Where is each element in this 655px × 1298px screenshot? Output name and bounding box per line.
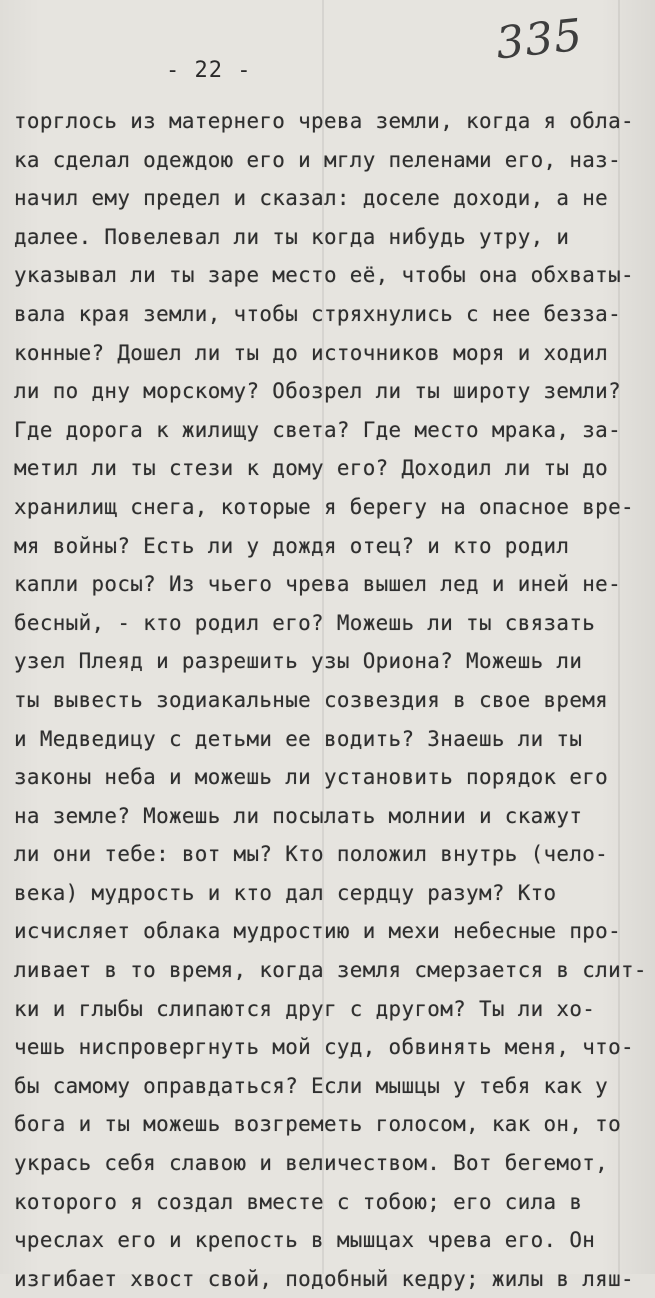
- text-line: узел Плеяд и разрешить узы Ориона? Можешь ли: [14, 649, 583, 674]
- text-line: далее. Повелевал ли ты когда нибудь утру, и: [14, 224, 570, 249]
- text-line: капли росы? Из чьего чрева вышел лед и иней не-: [14, 572, 622, 597]
- text-line: хранилищ снега, которые я берегу на опасное вре-: [14, 494, 634, 519]
- text-line: начил ему предел и сказал: доселе доходи, а не: [14, 186, 609, 211]
- text-line: ливает в то время, когда земля смерзается в слит-: [14, 958, 647, 983]
- page-number: - 22 -: [166, 58, 252, 83]
- text-line: чреслах его и крепость в мышцах чрева его. Он: [14, 1228, 596, 1253]
- text-line: бы самому оправдаться? Если мышцы у тебя как у: [14, 1073, 609, 1098]
- text-line: бога и ты можешь возгреметь голосом, как он, то: [14, 1112, 622, 1137]
- text-line: ки и глыбы слипаются друг с другом? Ты ли хо-: [14, 996, 596, 1021]
- text-line: вала края земли, чтобы стряхнулись с нее безза-: [14, 301, 622, 326]
- text-line: конные? Дошел ли ты до источников моря и ходил: [14, 340, 609, 365]
- text-line: ты вывесть зодиакальные созвездия в свое время: [14, 687, 609, 712]
- text-line: века) мудрость и кто дал сердцу разум? Кто: [14, 880, 557, 905]
- text-line: изгибает хвост свой, подобный кедру; жилы в ляш-: [14, 1266, 634, 1291]
- text-line: ли по дну морскому? Обозрел ли ты широту земли?: [14, 379, 622, 404]
- text-line: укрась себя славою и величеством. Вот бегемот,: [14, 1151, 609, 1176]
- text-line: мя войны? Есть ли у дождя отец? и кто родил: [14, 533, 570, 558]
- text-line: законы неба и можешь ли установить порядок его: [14, 765, 609, 790]
- text-line: на земле? Можешь ли посылать молнии и скажут: [14, 803, 583, 828]
- text-line: Где дорога к жилищу света? Где место мрака, за-: [14, 417, 622, 442]
- text-line: метил ли ты стези к дому его? Доходил ли ты до: [14, 456, 609, 481]
- text-line: ка сделал одеждою его и мглу пеленами его, наз-: [14, 147, 622, 172]
- text-line: ли они тебе: вот мы? Кто положил внутрь (чело-: [14, 842, 609, 867]
- text-line: торглось из матернего чрева земли, когда я обла-: [14, 109, 634, 133]
- text-line: которого я создал вместе с тобою; его сила в: [14, 1189, 583, 1214]
- text-line: указывал ли ты заре место её, чтобы она обхваты-: [14, 263, 634, 288]
- text-line: бесный, - кто родил его? Можешь ли ты связать: [14, 610, 596, 635]
- text-line: чешь ниспровергнуть мой суд, обвинять меня, что-: [14, 1035, 634, 1060]
- body-text: [14, 102, 654, 1298]
- text-line: исчисляет облака мудростию и мехи небесные про-: [14, 919, 622, 944]
- text-line: и Медведицу с детьми ее водить? Знаешь ли ты: [14, 726, 583, 751]
- handwritten-archive-number: 335: [493, 9, 586, 70]
